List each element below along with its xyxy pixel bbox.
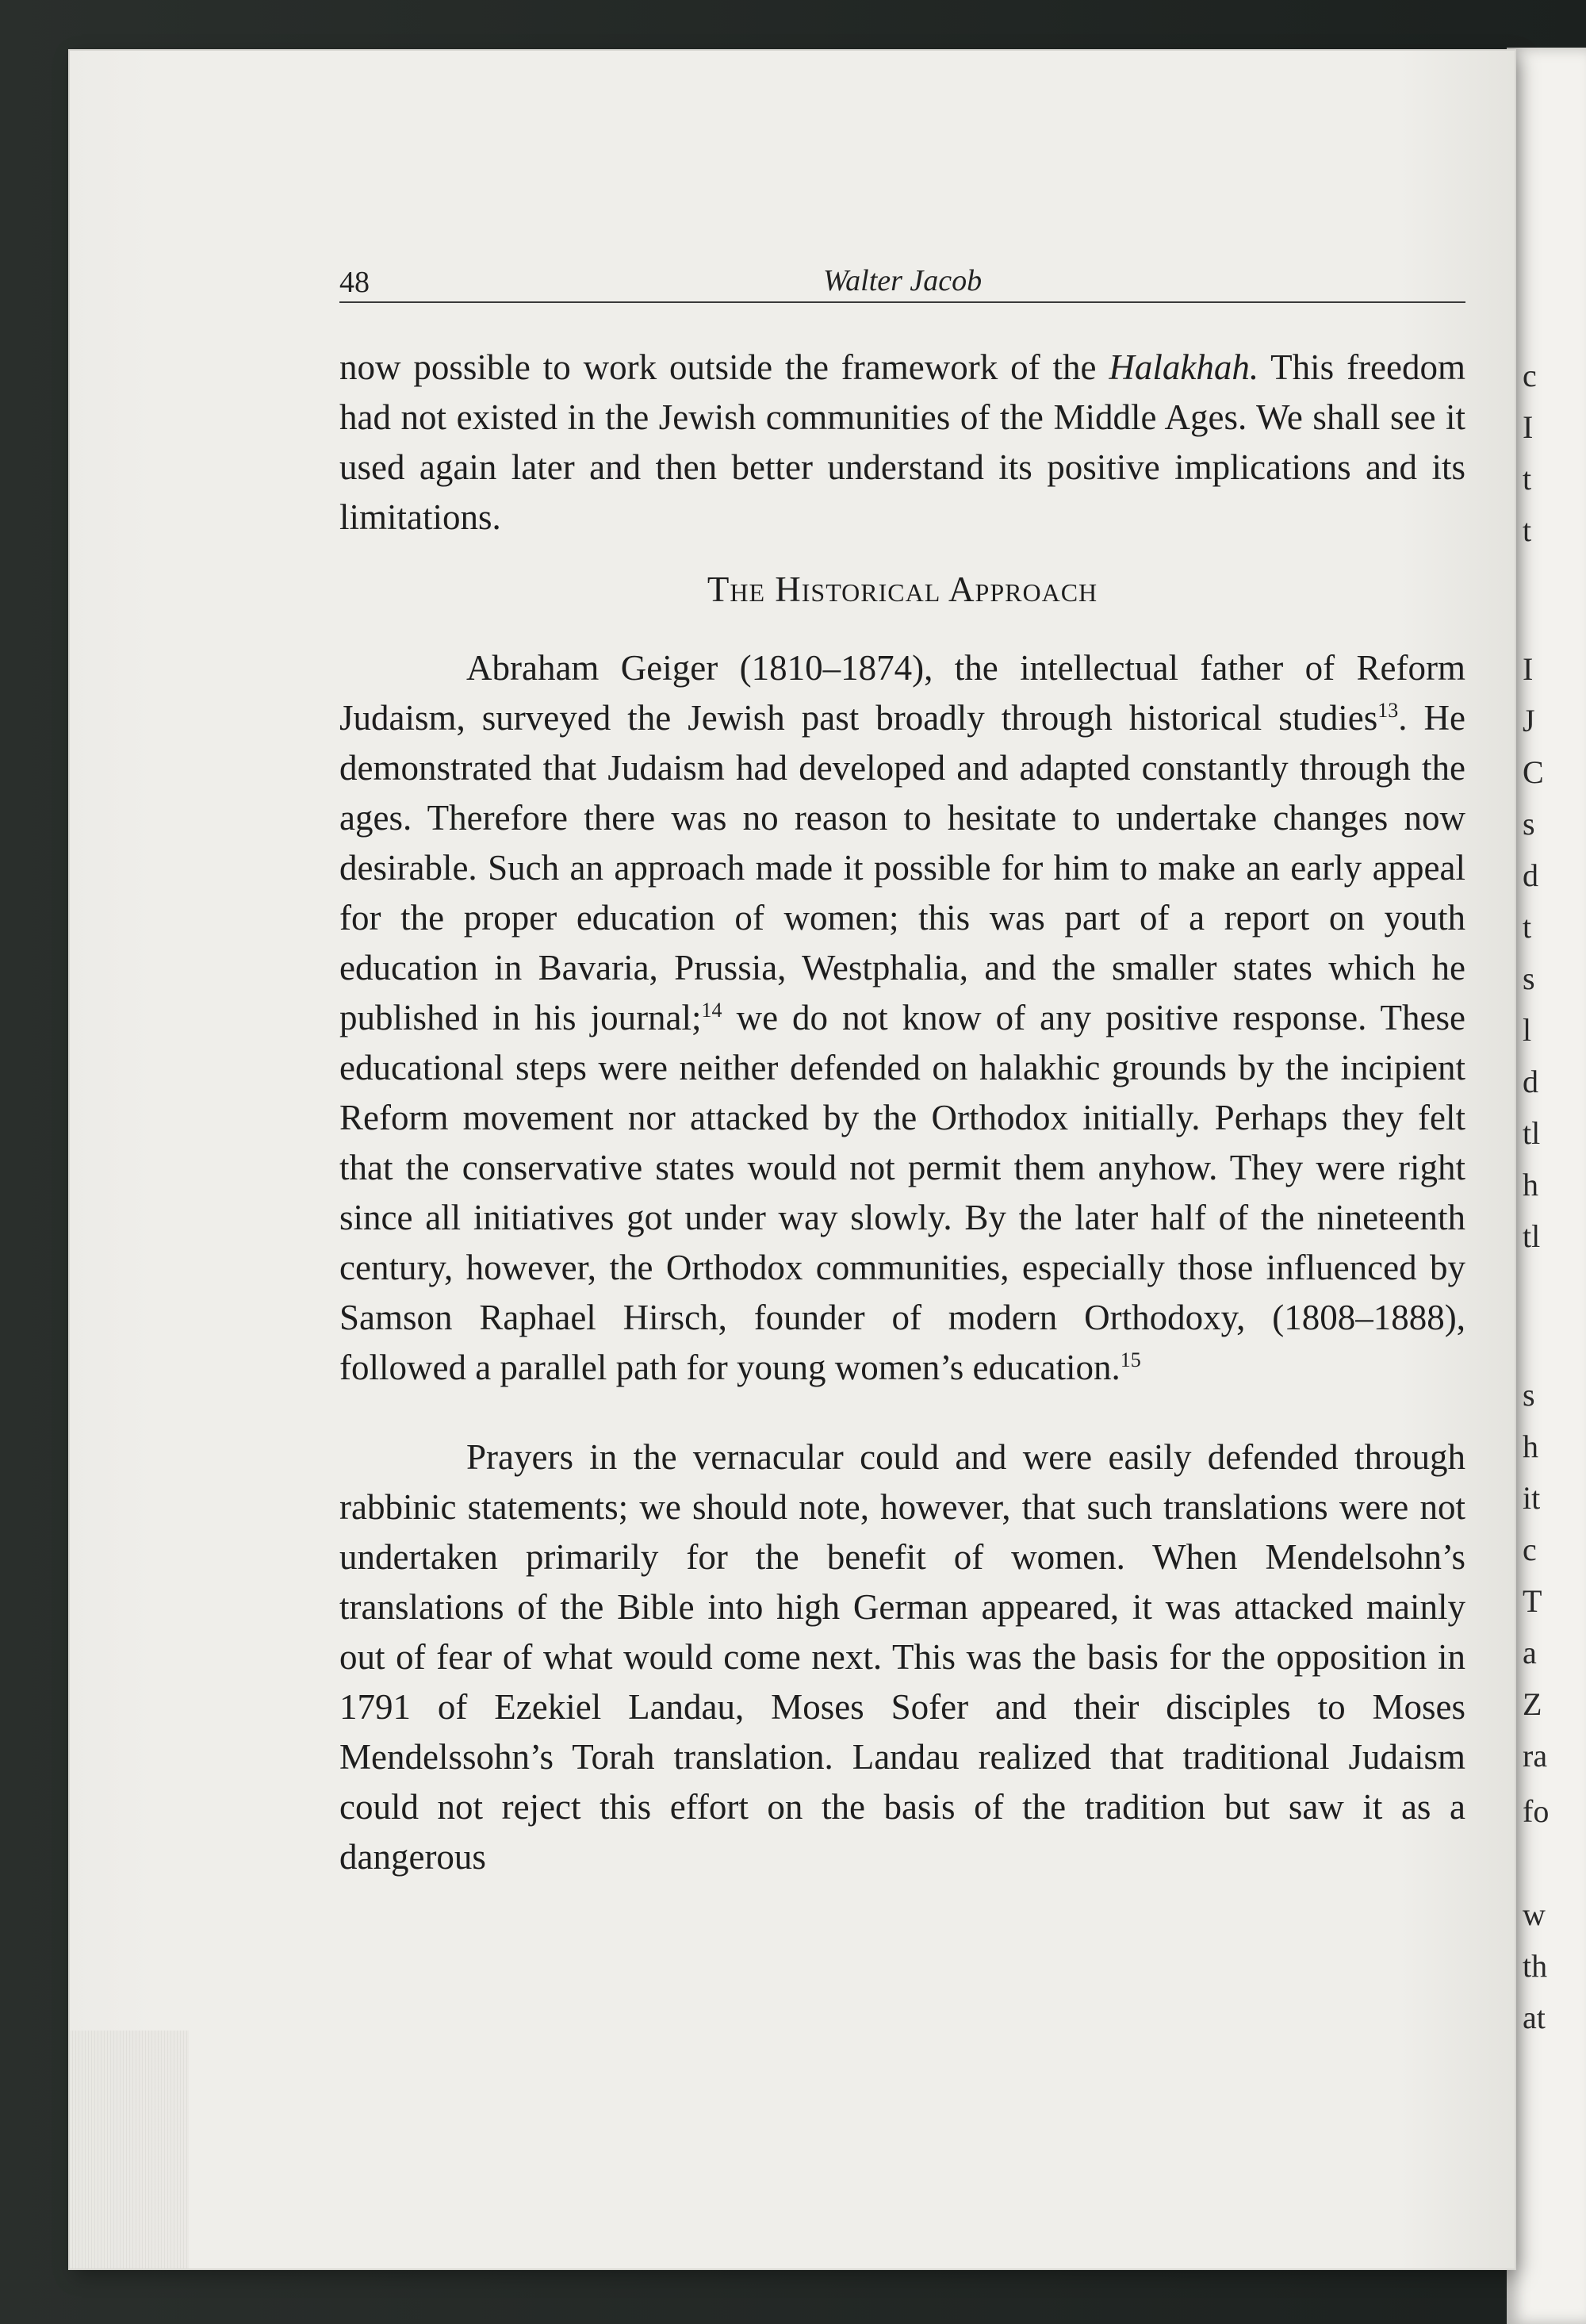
facing-page-fragment: s [1523,1377,1535,1413]
facing-page-fragment: Z [1523,1686,1542,1722]
facing-page-fragment: h [1523,1167,1538,1202]
facing-page-fragment: t [1523,461,1532,497]
facing-page-fragment: T [1523,1583,1542,1619]
facing-page-fragment: h [1523,1429,1538,1464]
page-stack-edges [70,2031,189,2268]
footnote-ref-13: 13 [1377,699,1399,722]
facing-page-fragment: th [1523,1948,1548,1984]
facing-page-fragment: J [1523,703,1535,738]
halakhah-term: Halakhah. [1109,347,1259,387]
paragraph-2 [339,643,1465,1393]
para2-text-cont: . He demonstrated that Judaism had developed and adapted constantly through the ages. Therefore there was no reason to hesitate to undertake changes now desirable. Such an approach made it possible for him to make an early appeal for the proper education of women; this was part of a report on youth education in Bavaria, Prussia, Westphalia, and the smaller states which he published in his journal; [339,698,1465,1037]
facing-page-edge [1507,48,1586,2324]
facing-page-fragment: d [1523,1064,1538,1099]
facing-page-fragment: at [1523,2000,1546,2035]
facing-page-fragment: I [1523,651,1534,687]
facing-page-fragment: tl [1523,1218,1541,1254]
facing-page-fragment: tl [1523,1115,1541,1151]
paragraph-3: Prayers in the vernacular could and were easily defended through rabbinic statements; we should note, however, that such translations were not undertaken primarily for the benefit of women. When Mendelsohn’s translations of the Bible into high German appeared, it was attacked mainly out of fear of what would come next. This was the basis for the opposition in 1791 of Ezekiel Landau, Moses Sofer and their disciples to Moses Mendelssohn’s Torah translation. Landau realized that traditional Judaism could not reject this effort on the basis of the tradition but saw it as a dangerous [339,1437,1465,1877]
footnote-ref-14: 14 [701,999,722,1022]
facing-page-fragment: s [1523,961,1535,996]
facing-page-fragment: s [1523,806,1535,842]
paragraph-1 [339,343,1465,543]
facing-page-fragment: t [1523,909,1532,945]
facing-page-fragment: fo [1523,1793,1550,1829]
para1-text: now possible to work outside the framework of the [339,347,1109,387]
body-text [339,343,1465,1882]
facing-page-fragment: w [1523,1896,1546,1932]
para2-text-end: we do not know of any positive response. These educational steps were neither defended on halakhic grounds by the incipient Reform movement nor attacked by the Orthodox initially. Perhaps they felt that the conservative states would not permit them anyhow. They were right since all initiatives got under way slowly. By the later half of the nineteenth century, however, the Orthodox communities, especially those influenced by Samson Raphael Hirsch, founder of modern Orthodoxy, (1808–1888), followed a parallel path for young women’s education. [339,998,1465,1387]
para1-text-cont: This freedom had not existed in the Jewish communities of the Middle Ages. We shall see it used again later and then better understand its positive implications and its limitations. [339,347,1465,537]
facing-page-fragment: c [1523,1532,1537,1567]
section-heading: The Historical Approach [707,569,1098,609]
facing-page-fragment: t [1523,512,1532,548]
footnote-ref-15: 15 [1120,1348,1141,1371]
facing-page-fragment: c [1523,358,1537,393]
page-number: 48 [339,266,370,299]
running-head [339,262,1465,303]
facing-page-fragment: ra [1523,1738,1548,1774]
facing-page-fragment: l [1523,1012,1532,1048]
para2-text: Abraham Geiger (1810–1874), the intellectual father of Reform Judaism, surveyed the Jewish past broadly through historical studies [339,648,1465,738]
facing-page-fragment: it [1523,1480,1541,1516]
facing-page-fragment: a [1523,1635,1537,1670]
facing-page-fragment: C [1523,754,1544,790]
facing-page-fragment: I [1523,409,1534,445]
paragraph-gap [339,1393,1465,1432]
running-head-author: Walter Jacob [823,264,983,297]
facing-page-fragment: d [1523,857,1538,893]
